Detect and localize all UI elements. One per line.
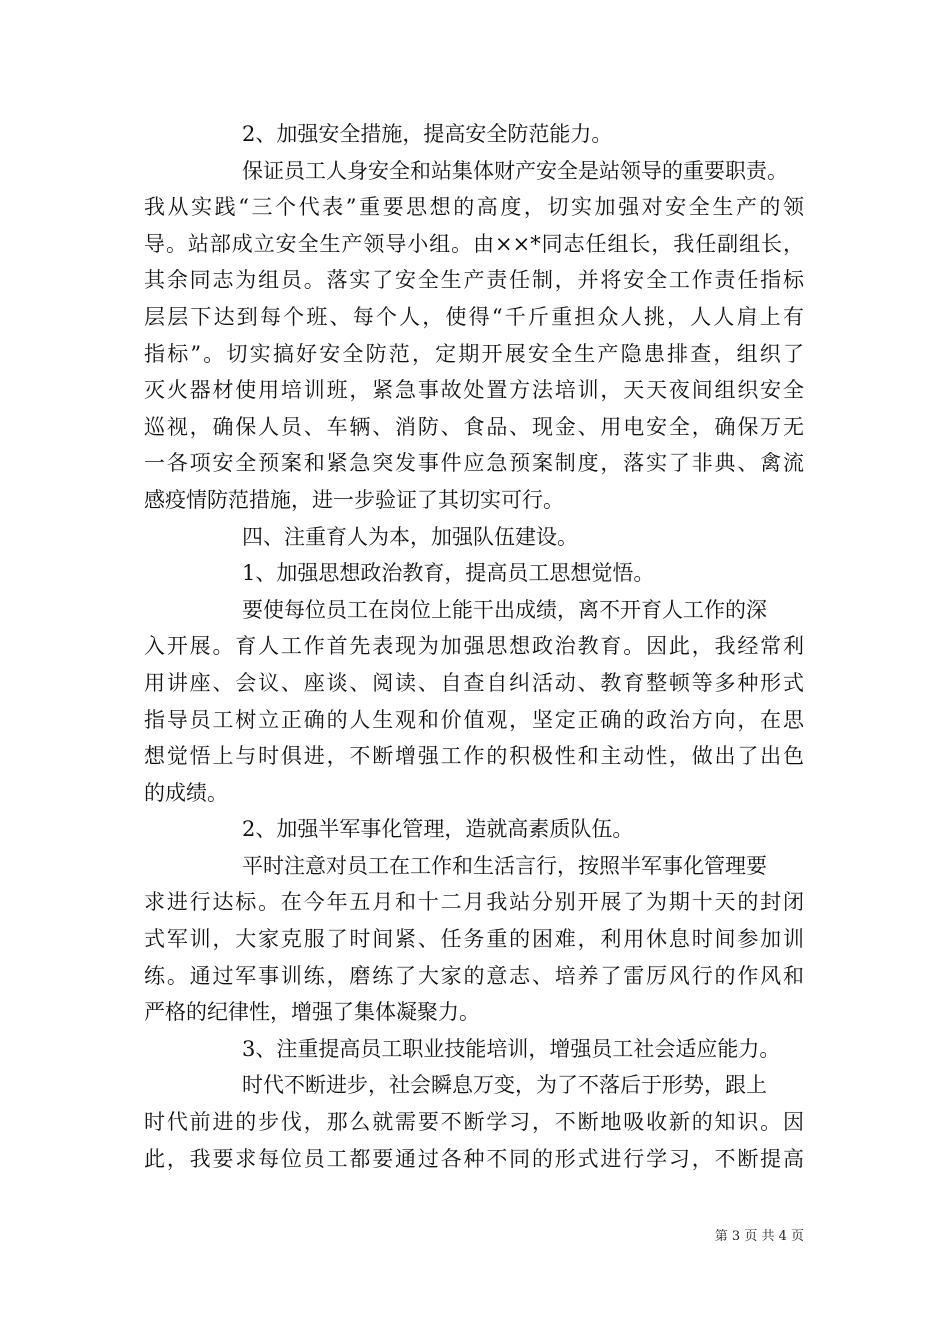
text-line: 式军训，大家克服了时间紧、任务重的困难，利用休息时间参加训 (144, 927, 804, 952)
text-line: 导。站部成立安全生产领导小组。由××*同志任组长，我任副组长， (144, 231, 804, 256)
text-line: 巡视，确保人员、车辆、消防、食品、现金、用电安全，确保万无 (144, 414, 804, 439)
text-line: 灭火器材使用培训班，紧急事故处置方法培训，天天夜间组织安全 (144, 378, 804, 403)
text-line: 层层下达到每个班、每个人，使得“千斤重担众人挑，人人肩上有 (144, 304, 804, 329)
text-line: 感疫情防范措施，进一步验证了其切实可行。 (144, 487, 564, 512)
text-line: 用讲座、会议、座谈、阅读、自查自纠活动、教育整顿等多种形式 (144, 670, 804, 695)
text-line: 入开展。育人工作首先表现为加强思想政治教育。因此，我经常利 (144, 634, 804, 659)
text-line: 我从实践“三个代表”重要思想的高度，切实加强对安全生产的领 (144, 195, 804, 220)
text-line: 要使每位员工在岗位上能干出成绩，离不开育人工作的深 (242, 597, 767, 622)
text-line: 保证员工人身安全和站集体财产安全是站领导的重要职责。 (242, 158, 788, 183)
text-line: 指导员工树立正确的人生观和价值观，坚定正确的政治方向，在思 (144, 707, 804, 732)
text-line: 时代不断进步，社会瞬息万变，为了不落后于形势，跟上 (242, 1073, 767, 1098)
text-line: 2、加强半军事化管理，造就高素质队伍。 (242, 817, 634, 842)
text-line: 四、注重育人为本，加强队伍建设。 (242, 524, 578, 549)
text-line: 严格的纪律性，增强了集体凝聚力。 (144, 1000, 480, 1025)
text-line: 此，我要求每位员工都要通过各种不同的形式进行学习，不断提高 (144, 1146, 804, 1171)
text-line: 时代前进的步伐，那么就需要不断学习，不断地吸收新的知识。因 (144, 1110, 804, 1135)
text-line: 平时注意对员工在工作和生活言行，按照半军事化管理要 (242, 853, 767, 878)
page-number-footer: 第 3 页 共 4 页 (714, 1229, 804, 1244)
document-body (144, 116, 804, 1177)
text-line: 练。通过军事训练，磨练了大家的意志、培养了雷厉风行的作风和 (144, 963, 804, 988)
text-line: 3、注重提高员工职业技能培训，增强员工社会适应能力。 (242, 1036, 781, 1061)
text-line: 求进行达标。在今年五月和十二月我站分别开展了为期十天的封闭 (144, 890, 804, 915)
text-line: 一各项安全预案和紧急突发事件应急预案制度，落实了非典、禽流 (144, 451, 804, 476)
text-line: 其余同志为组员。落实了安全生产责任制，并将安全工作责任指标 (144, 268, 804, 293)
text-line: 想觉悟上与时俱进，不断增强工作的积极性和主动性，做出了出色 (144, 744, 804, 769)
text-line: 1、加强思想政治教育，提高员工思想觉悟。 (242, 561, 655, 586)
text-line: 指标”。切实搞好安全防范，定期开展安全生产隐患排查，组织了 (144, 341, 804, 366)
text-line: 2、加强安全措施，提高安全防范能力。 (242, 122, 613, 146)
text-line: 的成绩。 (144, 780, 228, 805)
